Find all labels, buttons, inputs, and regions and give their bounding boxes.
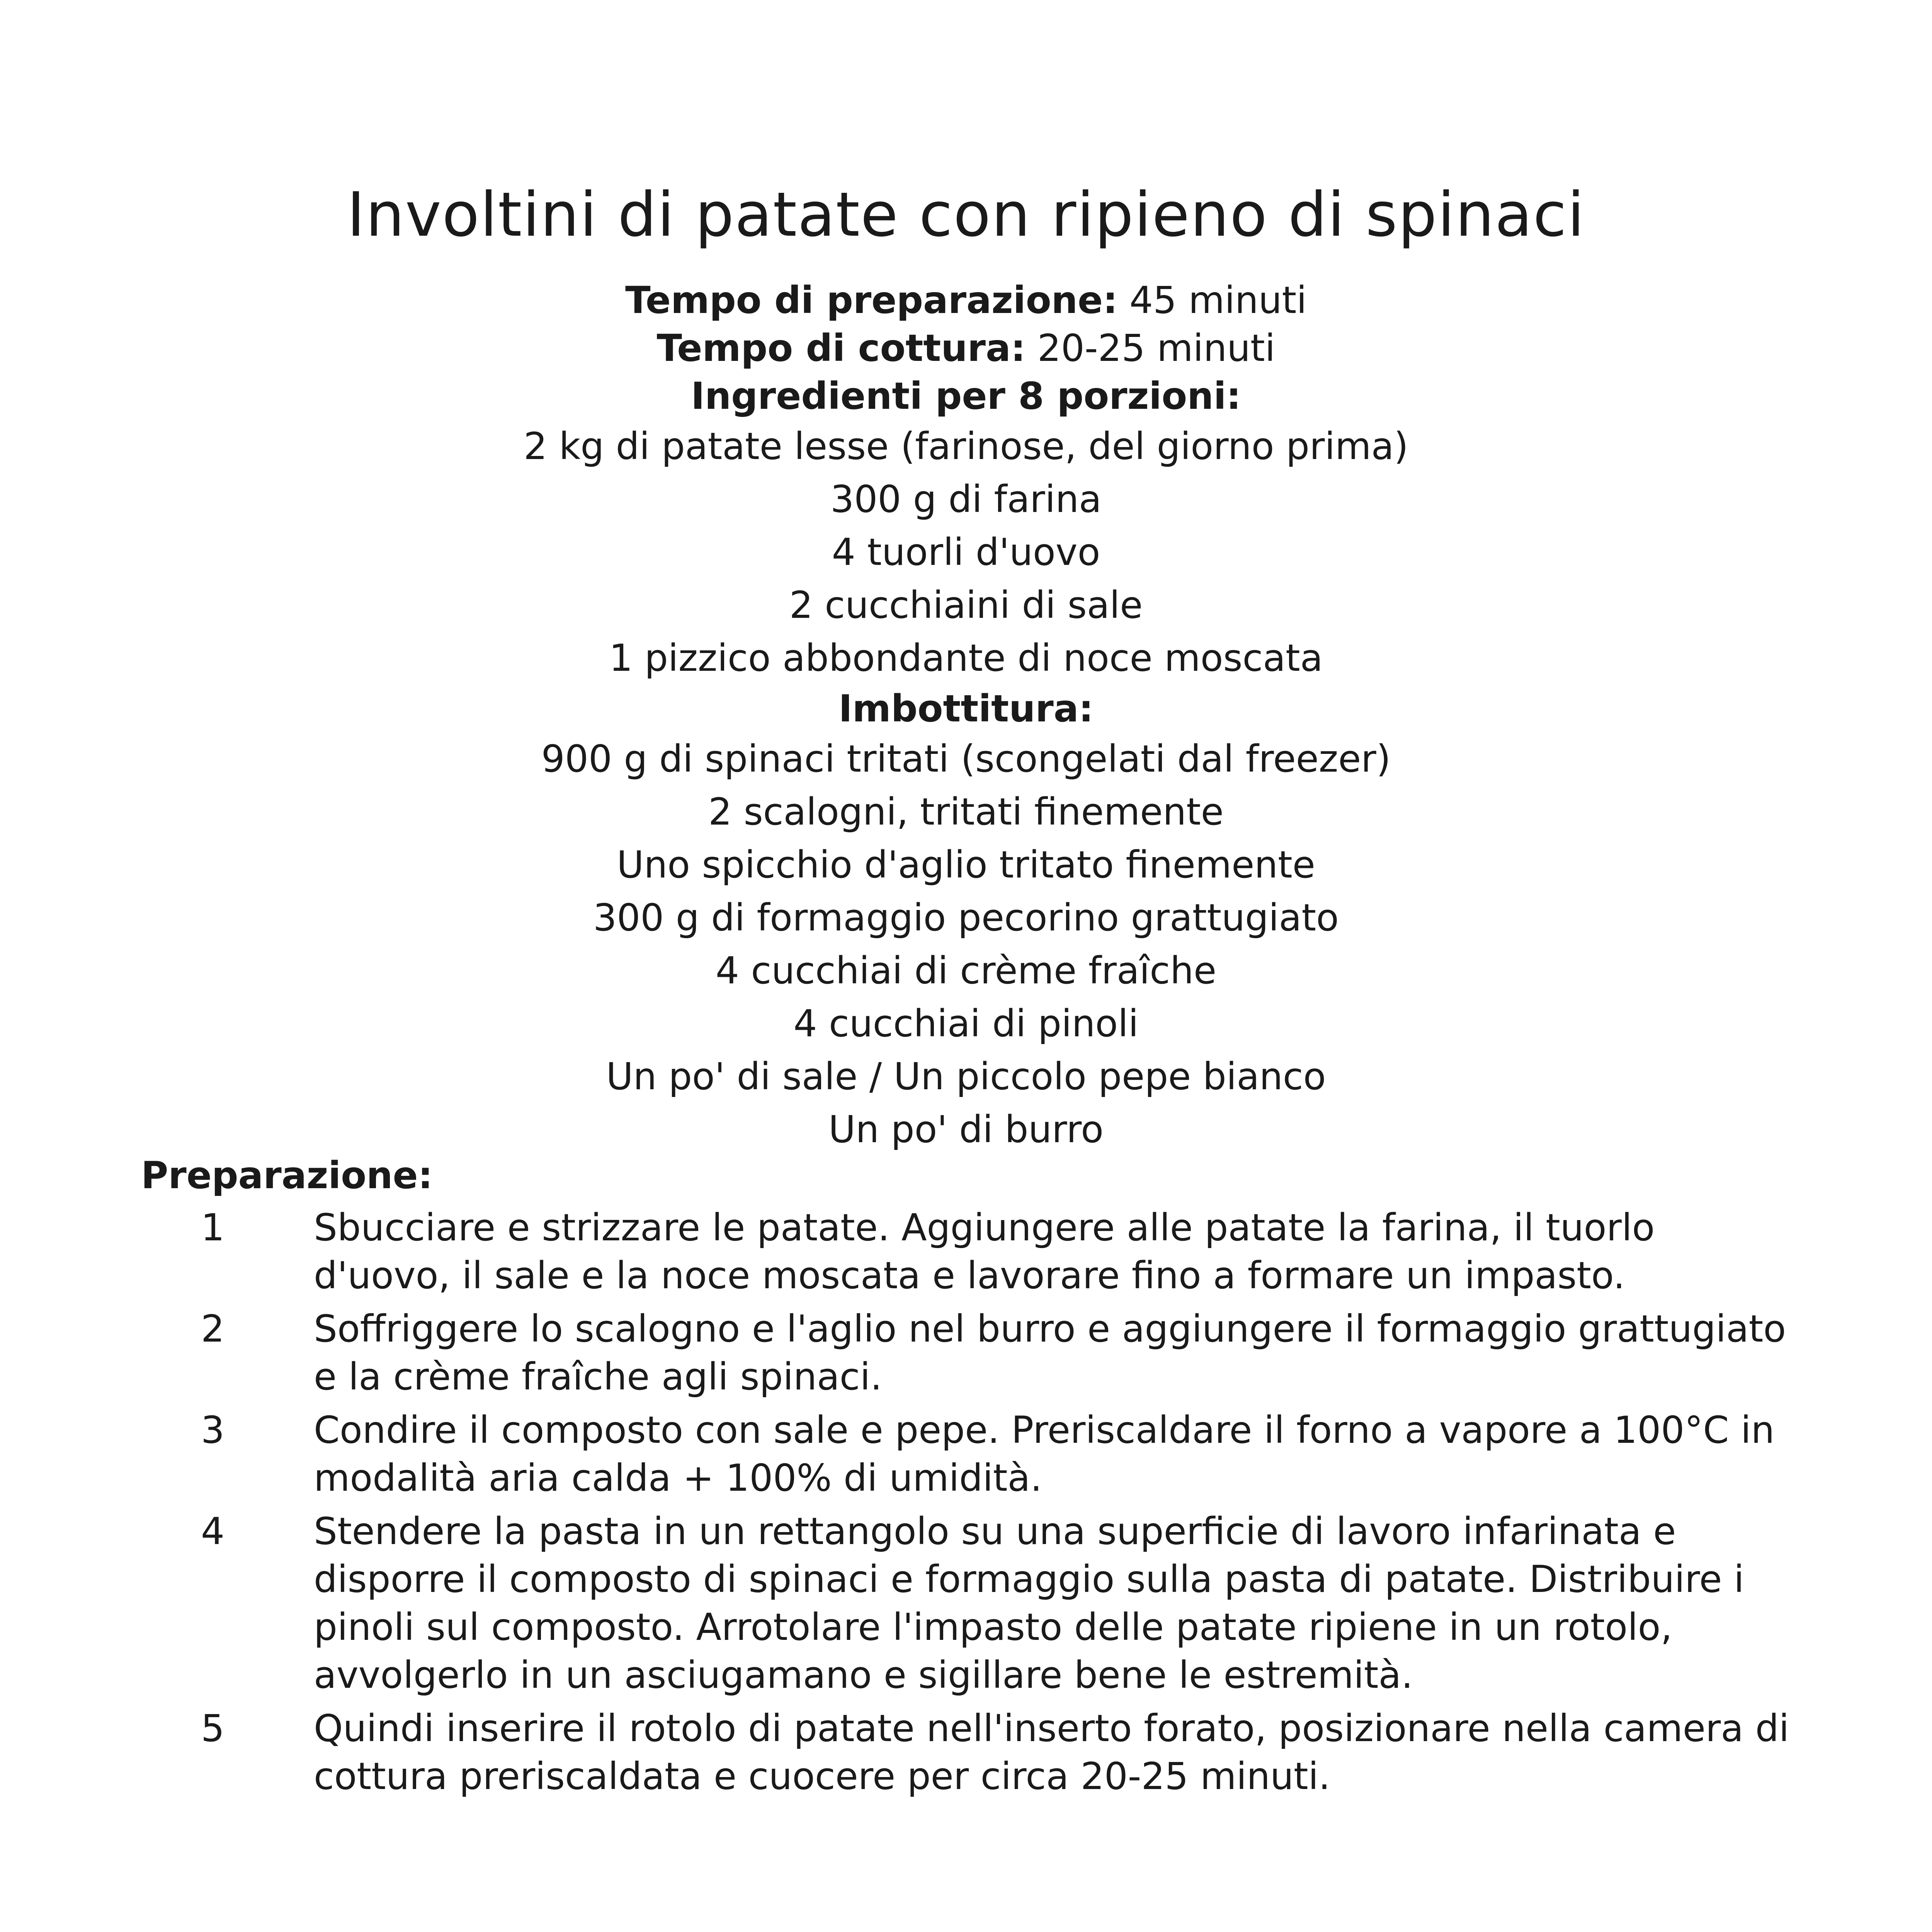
step-item: [0, 1406, 1816, 1502]
filling-item: 300 g di formaggio pecorino grattugiato: [593, 896, 1339, 939]
filling-item: 900 g di spinaci tritati (scongelati dal freezer): [541, 737, 1391, 781]
step-number: 2: [201, 1307, 225, 1350]
preparation-heading: Preparazione:: [141, 1154, 433, 1197]
step-text: Soffriggere lo scalogno e l'aglio nel burro e aggiungere il formaggio grattugiato e la crème fraîche agli spinaci.: [314, 1307, 1786, 1398]
filling-heading: Imbottitura:: [838, 687, 1094, 730]
ingredient-item: 2 cucchiaini di sale: [789, 583, 1143, 627]
step-number: 1: [201, 1206, 225, 1249]
ingredients-heading: Ingredienti per 8 porzioni:: [691, 374, 1241, 418]
cook-time-label: Tempo di cottura:: [656, 327, 1026, 370]
ingredient-item: 4 tuorli d'uovo: [832, 531, 1100, 574]
step-text: Quindi inserire il rotolo di patate nell'inserto forato, posizionare nella camera di cottura preriscaldata e cuocere per circa 20-25 minuti.: [314, 1707, 1789, 1798]
ingredient-item: 2 kg di patate lesse (farinose, del giorno prima): [524, 425, 1408, 468]
step-number: 5: [201, 1707, 225, 1750]
step-item: [0, 1305, 1816, 1401]
prep-time-label: Tempo di preparazione:: [625, 279, 1118, 322]
recipe-title: Involtini di patate con ripieno di spinaci: [347, 179, 1585, 250]
step-number: 3: [201, 1408, 225, 1452]
step-text: Stendere la pasta in un rettangolo su una superficie di lavoro infarinata e disporre il composto di spinaci e formaggio sulla pasta di patate. Distribuire i pinoli sul composto. Arrotolare l'impasto delle patate ripiene in un rotolo, avvolgerlo in un asciugamano e sigillare bene le estremità.: [314, 1510, 1744, 1697]
step-text: Condire il composto con sale e pepe. Preriscaldare il forno a vapore a 100°C in modalità aria calda + 100% di umidità.: [314, 1408, 1775, 1500]
recipe-summary: [0, 276, 1932, 1156]
step-text: Sbucciare e strizzare le patate. Aggiungere alle patate la farina, il tuorlo d'uovo, il sale e la noce moscata e lavorare fino a formare un impasto.: [314, 1206, 1655, 1297]
filling-item: 4 cucchiai di crème fraîche: [715, 949, 1217, 992]
prep-time-value: 45 minuti: [1129, 279, 1307, 322]
prep-time: [0, 276, 1932, 324]
filling-item: Un po' di burro: [828, 1108, 1104, 1151]
filling-item: 2 scalogni, tritati finemente: [708, 790, 1224, 833]
step-item: [0, 1704, 1816, 1800]
cook-time: [0, 324, 1932, 372]
ingredient-item: 1 pizzico abbondante di noce moscata: [609, 636, 1323, 680]
filling-item: Un po' di sale / Un piccolo pepe bianco: [606, 1055, 1326, 1098]
cook-time-value: 20-25 minuti: [1037, 327, 1276, 370]
filling-item: 4 cucchiai di pinoli: [793, 1002, 1139, 1045]
preparation-steps: [0, 1204, 1816, 1806]
step-number: 4: [201, 1510, 225, 1553]
step-item: [0, 1507, 1816, 1699]
filling-item: Uno spicchio d'aglio tritato finemente: [617, 843, 1315, 886]
ingredient-item: 300 g di farina: [830, 478, 1102, 521]
step-item: [0, 1204, 1816, 1299]
